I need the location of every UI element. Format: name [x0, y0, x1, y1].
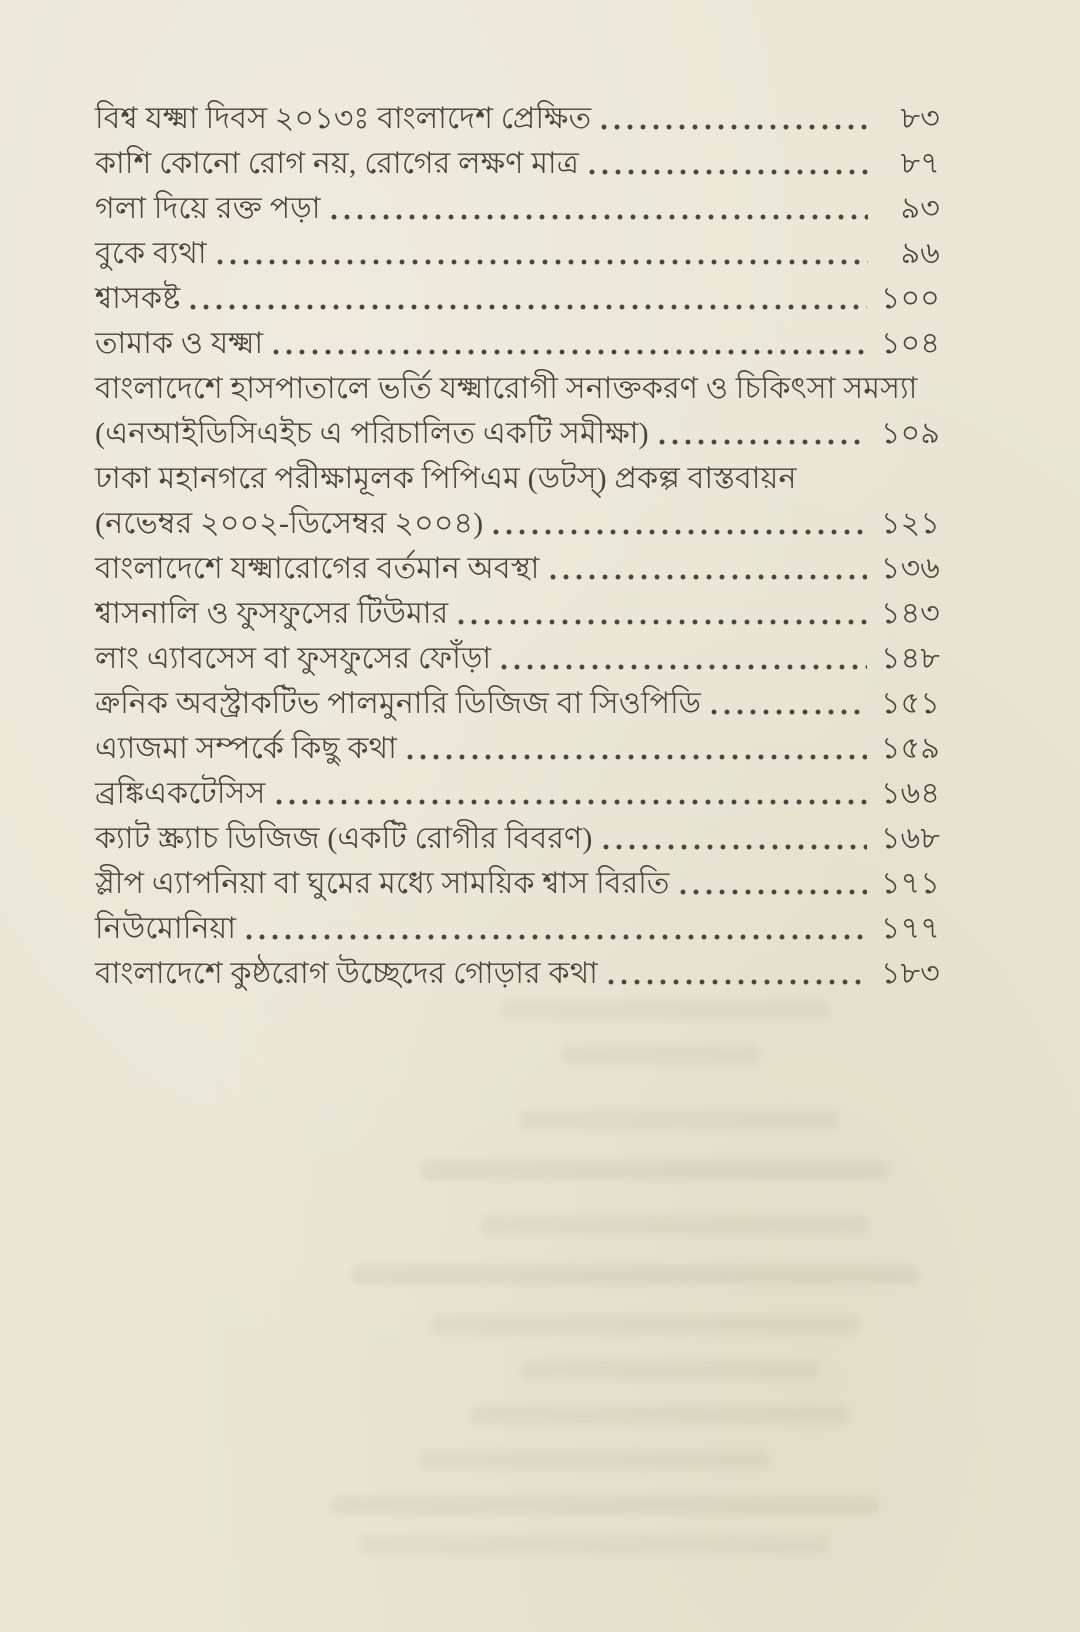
toc-entry: [95, 276, 940, 321]
entry-row: [95, 321, 940, 366]
entry-title: (নভেম্বর ২০০২-ডিসেম্বর ২০০৪): [95, 507, 484, 540]
toc-entry: [95, 321, 940, 366]
entry-page-number: ১৭৭: [880, 912, 940, 945]
entry-row: [95, 951, 940, 996]
entry-page-number: ১৪৩: [880, 597, 940, 630]
toc-list: [95, 96, 940, 996]
dot-leader: [589, 141, 868, 186]
dot-leader: [680, 861, 867, 906]
toc-entry: [95, 186, 940, 231]
entry-title: নিউমোনিয়া: [95, 912, 237, 945]
bleed-through-line: [470, 1405, 850, 1425]
entry-row: [95, 96, 940, 141]
dot-leader: [603, 816, 867, 861]
toc-entry: [95, 951, 940, 996]
entry-title: ক্যাট স্ক্র্যাচ ডিজিজ (একটি রোগীর বিবরণ): [95, 822, 593, 855]
entry-page-number: ১৪৮: [880, 642, 940, 675]
bleed-through-line: [480, 1215, 870, 1235]
entry-title: কাশি কোনো রোগ নয়, রোগের লক্ষণ মাত্র: [95, 147, 580, 180]
entry-row: [95, 231, 940, 276]
dot-leader: [217, 231, 868, 276]
toc-entry: [95, 141, 940, 186]
toc-entry: [95, 456, 940, 546]
entry-row: [95, 906, 940, 951]
entry-row: [95, 681, 940, 726]
dot-leader: [550, 546, 867, 591]
dot-leader: [190, 276, 866, 321]
bleed-through-line: [360, 1535, 830, 1555]
entry-title: ব্রঙ্কিএকটেসিস: [95, 777, 266, 810]
entry-row: [95, 501, 940, 546]
bleed-through-line: [330, 1495, 880, 1515]
dot-leader: [608, 951, 867, 996]
entry-row: [95, 276, 940, 321]
toc-entry: [95, 771, 940, 816]
entry-page-number: ১০০: [880, 282, 940, 315]
entry-row: [95, 636, 940, 681]
toc-entry: [95, 591, 940, 636]
entry-page-number: ১৫১: [880, 687, 940, 720]
entry-pre-line: বাংলাদেশে হাসপাতালে ভর্তি যক্ষ্মারোগী সনাক্তকরণ ও চিকিৎসা সমস্যা: [95, 372, 918, 405]
bleed-through-line: [430, 1315, 860, 1335]
bleed-through-line: [560, 1045, 760, 1065]
entry-title: বাংলাদেশে কুষ্ঠরোগ উচ্ছেদের গোড়ার কথা: [95, 957, 599, 990]
dot-leader: [659, 411, 867, 456]
entry-title: বুকে ব্যথা: [95, 237, 207, 270]
entry-row: [95, 411, 940, 456]
entry-title: লাং এ্যাবসেস বা ফুসফুসের ফোঁড়া: [95, 642, 492, 675]
entry-title: শ্বাসকষ্ট: [95, 282, 181, 315]
dot-leader: [501, 636, 867, 681]
entry-page-number: ১৫৯: [880, 732, 940, 765]
toc-entry: [95, 231, 940, 276]
entry-row: [95, 771, 940, 816]
entry-title: এ্যাজমা সম্পর্কে কিছু কথা: [95, 732, 398, 765]
entry-row: [95, 186, 940, 231]
dot-leader: [711, 681, 867, 726]
entry-page-number: ১৬৪: [880, 777, 940, 810]
dot-leader: [458, 591, 867, 636]
entry-page-number: ৮৭: [900, 147, 940, 180]
entry-page-number: ৯৬: [900, 237, 940, 270]
toc-entry: [95, 681, 940, 726]
dot-leader: [273, 321, 867, 366]
entry-page-number: ৯৩: [900, 192, 940, 225]
entry-row: [95, 591, 940, 636]
entry-row: [95, 816, 940, 861]
bleed-through-line: [350, 1265, 920, 1285]
bleed-through-line: [420, 1450, 770, 1470]
entry-page-number: ১৭১: [880, 867, 940, 900]
toc-entry: [95, 906, 940, 951]
toc-entry: [95, 546, 940, 591]
entry-page-number: ৮৩: [900, 102, 940, 135]
entry-page-number: ১০৪: [880, 327, 940, 360]
entry-page-number: ১৩৬: [880, 552, 940, 585]
entry-row: [95, 726, 940, 771]
toc-entry: [95, 861, 940, 906]
toc-entry: [95, 816, 940, 861]
entry-row: [95, 861, 940, 906]
entry-title: স্লীপ এ্যাপনিয়া বা ঘুমের মধ্যে সাময়িক শ্বাস বিরতি: [95, 867, 670, 900]
entry-title: বাংলাদেশে যক্ষ্মারোগের বর্তমান অবস্থা: [95, 552, 540, 585]
dot-leader: [276, 771, 867, 816]
bleed-through-line: [500, 1000, 830, 1020]
entry-page-number: ১৮৩: [880, 957, 940, 990]
entry-title: শ্বাসনালি ও ফুসফুসের টিউমার: [95, 597, 449, 630]
dot-leader: [601, 96, 868, 141]
toc-entry: [95, 726, 940, 771]
entry-title: (এনআইডিসিএইচ এ পরিচালিত একটি সমীক্ষা): [95, 417, 649, 450]
entry-row: [95, 546, 940, 591]
dot-leader: [493, 501, 867, 546]
dot-leader: [331, 186, 868, 231]
bleed-through-line: [520, 1360, 820, 1380]
entry-page-number: ১০৯: [880, 417, 940, 450]
toc-entry: [95, 96, 940, 141]
bleed-through-line: [520, 1110, 840, 1130]
entry-page-number: ১৬৮: [880, 822, 940, 855]
entry-title: ক্রনিক অবস্ট্রাকটিভ পালমুনারি ডিজিজ বা সিওপিডি: [95, 687, 702, 720]
toc-entry: [95, 366, 940, 456]
entry-page-number: ১২১: [880, 507, 940, 540]
dot-leader: [246, 906, 867, 951]
dot-leader: [407, 726, 867, 771]
entry-title: তামাক ও যক্ষ্মা: [95, 327, 264, 360]
entry-title: বিশ্ব যক্ষ্মা দিবস ২০১৩ঃ বাংলাদেশ প্রেক্ষিত: [95, 102, 592, 135]
entry-row: [95, 141, 940, 186]
bleed-through-line: [420, 1160, 890, 1180]
toc-entry: [95, 636, 940, 681]
entry-pre-line: ঢাকা মহানগরে পরীক্ষামূলক পিপিএম (ডটস্) প্রকল্প বাস্তবায়ন: [95, 462, 797, 495]
entry-title: গলা দিয়ে রক্ত পড়া: [95, 192, 321, 225]
